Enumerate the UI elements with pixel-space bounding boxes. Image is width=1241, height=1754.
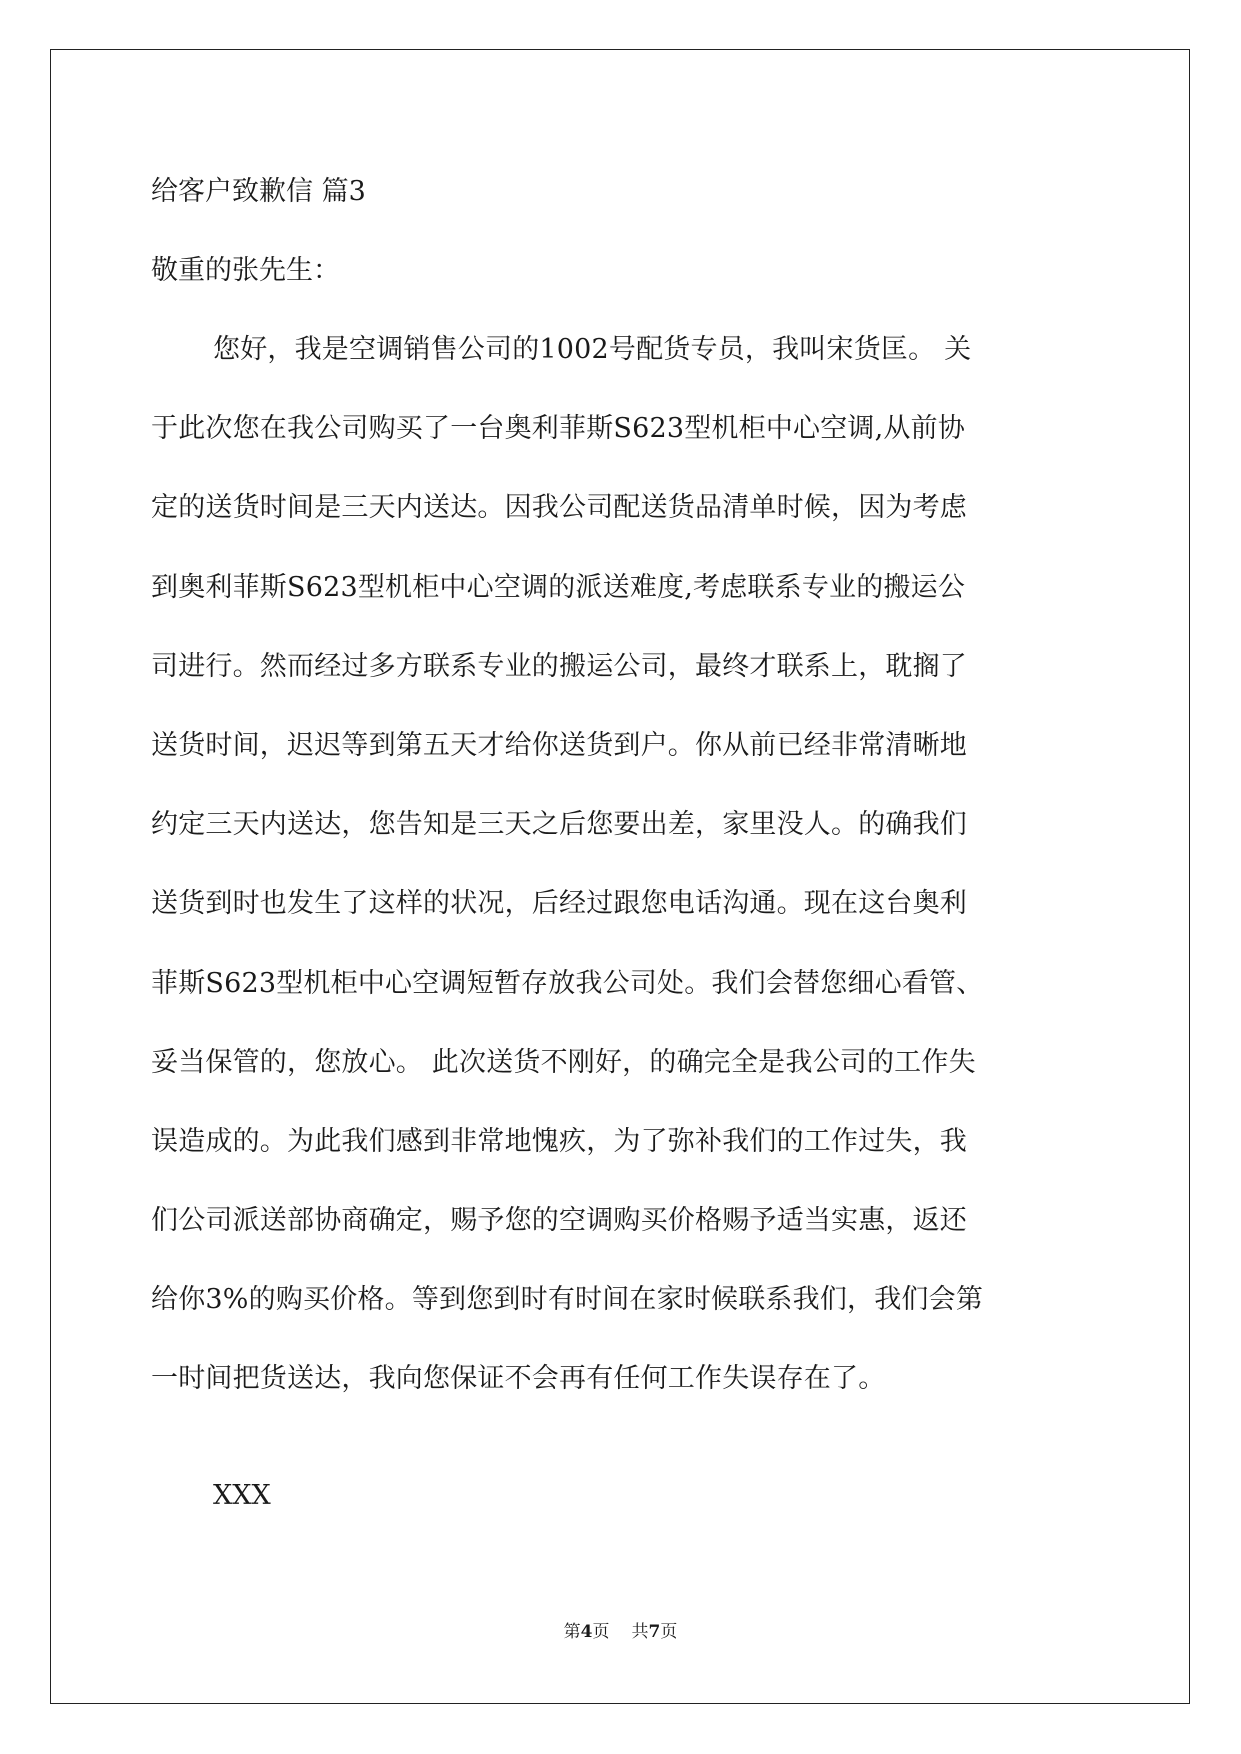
body-line: 约定三天内送达，您告知是三天之后您要出差，家里没人。的确我们 — [151, 809, 967, 841]
body-line: 们公司派送部协商确定，赐予您的空调购买价格赐予适当实惠，返还 — [151, 1205, 967, 1237]
body-line: 送货到时也发生了这样的状况，后经过跟您电话沟通。现在这台奥利 — [151, 888, 967, 920]
total-page-count: 7 — [648, 1622, 661, 1642]
body-line: 菲斯S623型机柜中心空调短暂存放我公司处。我们会替您细心看管、 — [151, 967, 984, 999]
total-suffix: 页 — [660, 1622, 678, 1642]
page-prefix: 第 — [563, 1622, 581, 1642]
page-footer — [0, 1620, 1241, 1644]
body-line: 送货时间，迟迟等到第五天才给你送货到户。你从前已经非常清晰地 — [151, 729, 967, 761]
salutation: 敬重的张先生： — [151, 255, 340, 286]
body-line: 给你3%的购买价格。等到您到时有时间在家时候联系我们，我们会第 — [151, 1284, 984, 1316]
body-line: 到奥利菲斯S623型机柜中心空调的派送难度,考虑联系专业的搬运公 — [151, 571, 966, 603]
total-prefix: 共 — [631, 1622, 649, 1642]
body-line: 司进行。然而经过多方联系专业的搬运公司，最终才联系上，耽搁了 — [151, 650, 967, 682]
body-line: 误造成的。为此我们感到非常地愧疚，为了弥补我们的工作过失，我 — [151, 1125, 967, 1157]
current-page-number: 4 — [580, 1622, 593, 1642]
page-suffix: 页 — [592, 1622, 610, 1642]
letter-body — [151, 328, 1101, 1437]
body-line: 于此次您在我公司购买了一台奥利菲斯S623型机柜中心空调,从前协 — [151, 413, 966, 445]
body-line: 妥当保管的，您放心。 此次送货不刚好，的确完全是我公司的工作失 — [151, 1046, 976, 1078]
body-line: 您好，我是空调销售公司的1002号配货专员，我叫宋货匡。 关 — [213, 334, 972, 365]
document-title: 给客户致歉信 篇3 — [151, 176, 366, 207]
signature: XXX — [213, 1480, 271, 1511]
body-line: 一时间把货送达，我向您保证不会再有任何工作失误存在了。 — [151, 1363, 886, 1395]
body-line: 定的送货时间是三天内送达。因我公司配送货品清单时候，因为考虑 — [151, 492, 967, 524]
